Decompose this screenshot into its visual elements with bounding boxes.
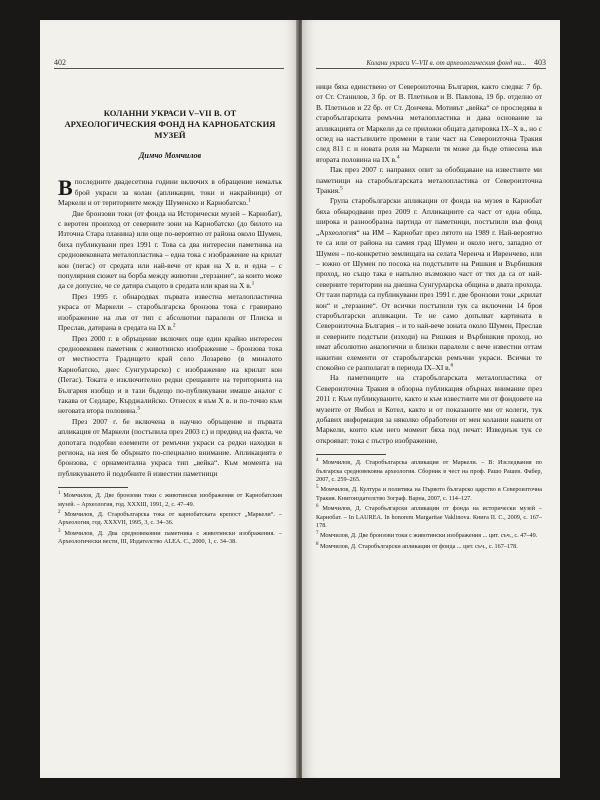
footnote: $^5$ Момчилов, Д. Култура и политика на Първото българско царство в Североизточна Тракия. Книгоиздателство Зограф. Варна, 2007, с. 114–127. [316, 485, 543, 502]
footnote: $^8$ Момчилов, Д. Старобългарски апликации от фонда ... цит. съч., с. 167–178. [316, 541, 518, 550]
open-book [40, 20, 560, 780]
paragraph: През 1995 г. обнародвах първата известна металопластична украса от Маркели – старобългарска бронзова тока с гравирано изображение на лъв от тип с абсолютни паралели от Плиска и Преслав, датирана в средата на IX в.$^2$ [58, 291, 282, 333]
paragraph: Пак през 2007 г. направих опит за обобщаване на известните ми паметници на старобългарската металопластика от Североизточна Тракия.$^5$ [316, 165, 542, 196]
running-head: Колани украси V–VII в. от археологическия фонд на... [366, 59, 527, 67]
footnote: $^6$ Момчилов, Д. Старобългарски апликации от фонда на исторически музей – Карнобат. – In LAUREA. In honorem Margaritae Vaklinova. Книга II. С., 2009, с. 167–178. [316, 504, 542, 530]
footnote: $^4$ Момчилов, Д. Старобългарска апликация от Маркели. – В: Изследвания по българска средновековна археология. Сборник в чест на проф. Рашо Рашев. Фабер, 2007, с. 259–265. [316, 458, 542, 484]
paragraph: През 2007 г. бе включена в научно обръщение и първата апликация от Маркели (постъпила през 2003 г.) и предвид на факта, че допотага подобни елементи от ремъчни украси са редки находки в региона, на нея бе обърнато по-специално внимание. Апликацията е бронзова, с орнаментална украса тип „вейка“. Към момента на публикуването й подобните й известни паметници [58, 416, 282, 478]
article-title: КОЛАННИ УКРАСИ V–VII В. ОТ АРХЕОЛОГИЧЕСКИЯ ФОНД НА КАРНОБАТСКИЯ МУЗЕЙ [64, 108, 276, 140]
drop-cap: В [58, 175, 73, 201]
paragraph: Група старобългарски апликации от фонда на музея в Карнобат бяха обнародвани през 2009 г. Апликациите са част от една обща, широка и разнообразна партида от паметници, постъпили във фонд „Археология“ на ИМ – Карнобат през лятото на 1989 г. Най-вероятно те са или от района на самия град Шумен и около него, западно от Шумен – по-конкретно землищата на селата Черенча и Ивренчево, или – южно от Шумен по посока на подстъпите на Ришкия и Върбишкия проход, но също така е напълно възможно част от тях да са от най-северните територии на днешна Сунгурларска община в двата прохода. От тази партида са публикувани през 1991 г. две бронзови токи „крилат кон“ и „терзание“. От всички постъпили тук са включени 14 броя старобългарски апликации. Те не само допълват картината в Североизточна България – и то най-вече зоната около Шумен, Преслав и северните подстъпи (изходи) на Ришкия и Върбишкия проход, но имат абсолютно аналогични и близки паралели с вече известни оттам накитни елементи от старобългарски ремъчни украси. Всички те спокойно се разполагат в периода IX–XI в.$^6$ [316, 196, 542, 372]
left-page [40, 20, 298, 778]
footnote: $^1$ Момчилов, Д. Две бронзови токи с животински изображения от Карнобатския музей. – Археология, год. XXXIII, 1991, 2, с. 47–49. [58, 491, 282, 508]
page-number: 403 [534, 58, 546, 67]
paragraph: През 2000 г. в обръщение включих още един крайно интересен средновековен паметник с животинско изображение – бронзова тока от местността Градището край село Лозарево (в миналото Карнобатско, днес Сунгурларско) с изображение на крилат кон (Пегас). Токата е изключително редки срещаните на територията на България изобщо и в тази бъдещо по-публикувани имаше аналог с такава от Седларе, Кърджалийско. Отнесох я към Х в. и по-точно към неговата втора половина.$^3$ [58, 333, 282, 416]
footnote-rule [316, 454, 386, 455]
right-content [316, 82, 542, 553]
article-author: Димчо Момчилов [138, 151, 202, 160]
paragraph: На паметниците на старобългарската металопластика от Североизточна Тракия в обзорна публикация обърнах внимание през 2011 г. Към публикуваните, както и към известните ми от фондовете на музеите от Ямбол и Котел, както и от показаните ми от колеги, тук добавих информация за няколко обработени от мен колании накити от Маркели, които към него момент бяха под печат: Изведнъж тук се открояват: тока с пъстро изображение, [316, 373, 542, 445]
footnote: $^2$ Момчилов, Д. Старобългарска тока от карнобатската крепост „Маркели“. – Археология, год. XXXVII, 1995, 3, с. 34–36. [58, 509, 283, 527]
paragraph: Впоследните двадесетина години включих в обращение немалък брой украси за колан (апликации, токи и накрайници) от Маркели и от териториите между Шуменско и Карнобатско.$^1$ [58, 175, 282, 208]
page-number: 402 [54, 58, 66, 67]
left-content [58, 108, 282, 549]
right-page [302, 20, 560, 778]
footnote: $^3$ Момчилов, Д. Два средновековни паметника с животински изображения. – Археологически вести, III, Издателство ALEA. С., 2000, 1, с. 34–38. [58, 528, 282, 546]
footnote-rule [58, 487, 128, 488]
left-header [54, 58, 284, 69]
paragraph: Две бронзови токи (от фонда на Исторически музей – Карнобат), с веротен произход от северните зони на Карнобатско (до билото на Източна Стара планина) или още по-вероятно от района около Шумен, биха публикувани през 1991 г. Това са два интересни паметника на средновековната металопластика – една тока с изображение на крилат кон (пегас) от средата или най-вече от края на Х в. и една – с популярния сюжет на борба между животни „терзание“, за които може да се допусне, че се датира същото в средата или края на Х в.$^1$ [58, 208, 282, 291]
paragraph: ници бяха единствено от Североизточна България, както следва: 7 бр. от Ст. Станилов, 3 бр. от В. Плетньов и В. Павлова, 19 бр. отделно от В. Плетньов и 22 бр. от Ст. Дончева. Мотивът „вейка“ се проследява в старобългарската ремъчна металопластика и дава основание за апликацията от Маркели да се приложи общата датировка IX–X в., но с оглед на настъпилите промени в тази част на Североизточна Тракия след 811 г. и новата роля на Маркели тя може да бъде отнесена във втората половина на IX в.$^4$ [316, 82, 542, 164]
footnote: $^7$ Момчилов, Д. Две бронзови токи с животински изображения ... цит. съч., с. 47–49. [316, 531, 538, 540]
right-header [316, 58, 546, 69]
